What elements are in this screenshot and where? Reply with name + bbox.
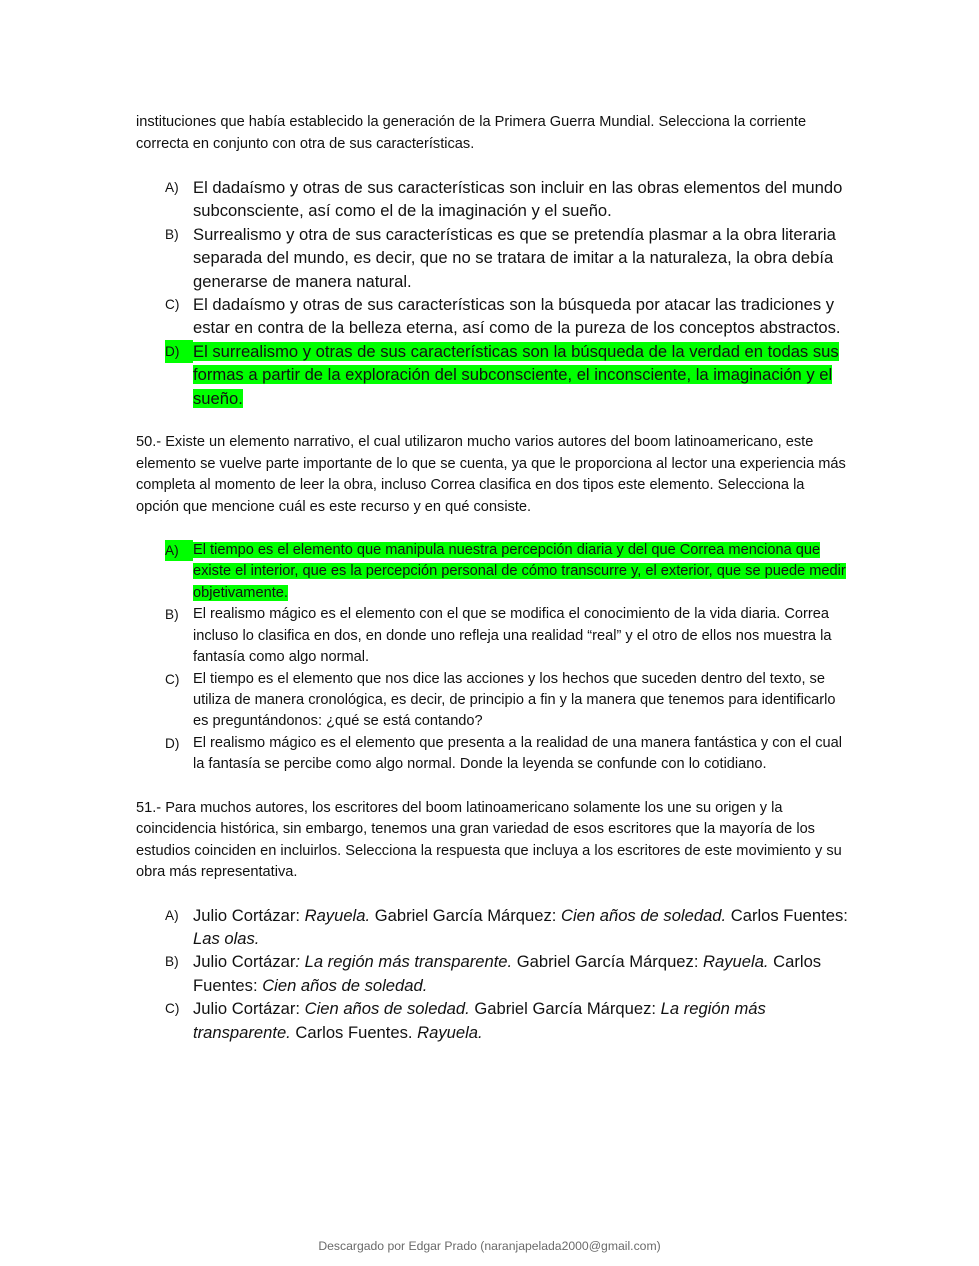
option-49-b [136,223,848,293]
document-page [136,112,848,1044]
author-name: Julio Cortázar: [193,999,305,1019]
author-name: Julio Cortázar: [193,905,305,925]
question-49-options [136,176,848,410]
option-50-b [136,604,848,668]
author-name: Gabriel García Márquez: [469,999,661,1019]
option-51-a [136,904,848,951]
question-50-text: 50.- Existe un elemento narrativo, el cual utilizaron mucho varios autores del boom latinoamericano, este elemento se vuelve parte importante de lo que se cuenta, ya que le proporciona al lector una experiencia más completa al momento de leer la obra, incluso Correa clasifica en dos tipos este elemento. Selecciona la opción que mencione cuál es este recurso y en qué consiste. [136,434,846,515]
work-title: La región más transparente. [193,999,766,1042]
author-name: Gabriel García Márquez: [370,905,561,925]
option-letter: D) [165,735,180,751]
author-name: Carlos Fuentes. [290,1022,418,1042]
work-title: Rayuela. [417,1022,483,1042]
option-text: Surrealismo y otra de sus características es que se pretendía plasmar a la obra literaria separada del mundo, es decir, que no se tratara de imitar a la naturaleza, la obra debía generarse de manera natural. [193,224,836,291]
author-name: Carlos Fuentes: [193,952,822,995]
option-letter: C) [165,297,180,313]
option-49-d-highlighted [136,340,848,410]
option-49-a [136,176,848,223]
option-letter: A) [165,907,179,923]
option-letter: B) [165,226,179,242]
option-50-c [136,669,848,733]
option-text: El realismo mágico es el elemento que presenta a la realidad de una manera fantástica y con el cual la fantasía se percibe como algo normal. Donde la leyenda se confunde con lo cotidiano. [193,734,842,773]
work-title: Rayuela. [304,905,371,925]
option-letter: A) [165,540,193,561]
download-footer: Descargado por Edgar Prado (naranjapelada2000@gmail.com) [318,1239,661,1253]
option-50-a-highlighted [136,540,848,604]
option-letter: C) [165,671,180,687]
option-51-b [136,950,848,997]
option-51-c [136,997,848,1044]
work-title: Cien años de soledad. [262,975,428,995]
author-name: Gabriel García Márquez: [512,952,704,972]
option-text: El dadaísmo y otras de sus características son incluir en las obras elementos del mundo subconsciente, así como el de la imaginación y el sueño. [193,178,843,221]
option-letter: B) [165,954,179,970]
option-text: El tiempo es el elemento que nos dice las acciones y los hechos que suceden dentro del texto, se utiliza de manera cronológica, es decir, de principio a fin y la manera que tenemos para identificarlo es preguntándonos: ¿qué se está contando? [193,670,836,730]
option-49-c [136,293,848,340]
question-50-options [136,540,848,775]
question-51-options [136,904,848,1044]
work-title: Las olas. [193,928,260,948]
option-text-highlighted: El tiempo es el elemento que manipula nuestra percepción diaria y del que Correa menciona que existe el interior, que es la percepción personal de cómo transcurre y, el exterior, que se puede medir objetivamente. [193,542,846,601]
option-text: El dadaísmo y otras de sus características son la búsqueda por atacar las tradiciones y estar en contra de la belleza eterna, así como de la pureza de los conceptos abstractos. [193,295,841,338]
question-49-continuation: instituciones que había establecido la generación de la Primera Guerra Mundial. Selecciona la corriente correcta en conjunto con otra de sus características. [136,114,807,152]
work-title: : La región más transparente. [295,952,513,972]
option-letter: B) [165,607,179,623]
option-letter: D) [165,340,193,363]
question-51-text: 51.- Para muchos autores, los escritores del boom latinoamericano solamente los une su origen y la coincidencia histórica, sin embargo, tenemos una gran variedad de esos escritores que la mayoría de los estudios coinciden en incluirlos. Selecciona la respuesta que incluya a los escritores de este movimiento y su obra más representativa. [136,799,842,881]
author-name: Julio Cortázar [193,952,296,972]
work-title: Cien años de soledad. [304,999,470,1019]
option-text-highlighted: El surrealismo y otras de sus características son la búsqueda de la verdad en todas sus formas a partir de la exploración del subconsciente, el inconsciente, la imaginación y el sueño. [193,341,839,408]
work-title: Cien años de soledad. [561,905,727,925]
option-text: El realismo mágico es el elemento con el que se modifica el conocimiento de la vida diaria. Correa incluso lo clasifica en dos, en donde uno refleja una realidad “real” y el otro de ellos nos muestra la fantasía como algo normal. [193,606,832,666]
work-title: Rayuela. [703,952,769,972]
option-letter: A) [165,180,179,195]
option-50-d [136,733,848,776]
option-letter: C) [165,1001,180,1017]
author-name: Carlos Fuentes: [726,905,848,925]
